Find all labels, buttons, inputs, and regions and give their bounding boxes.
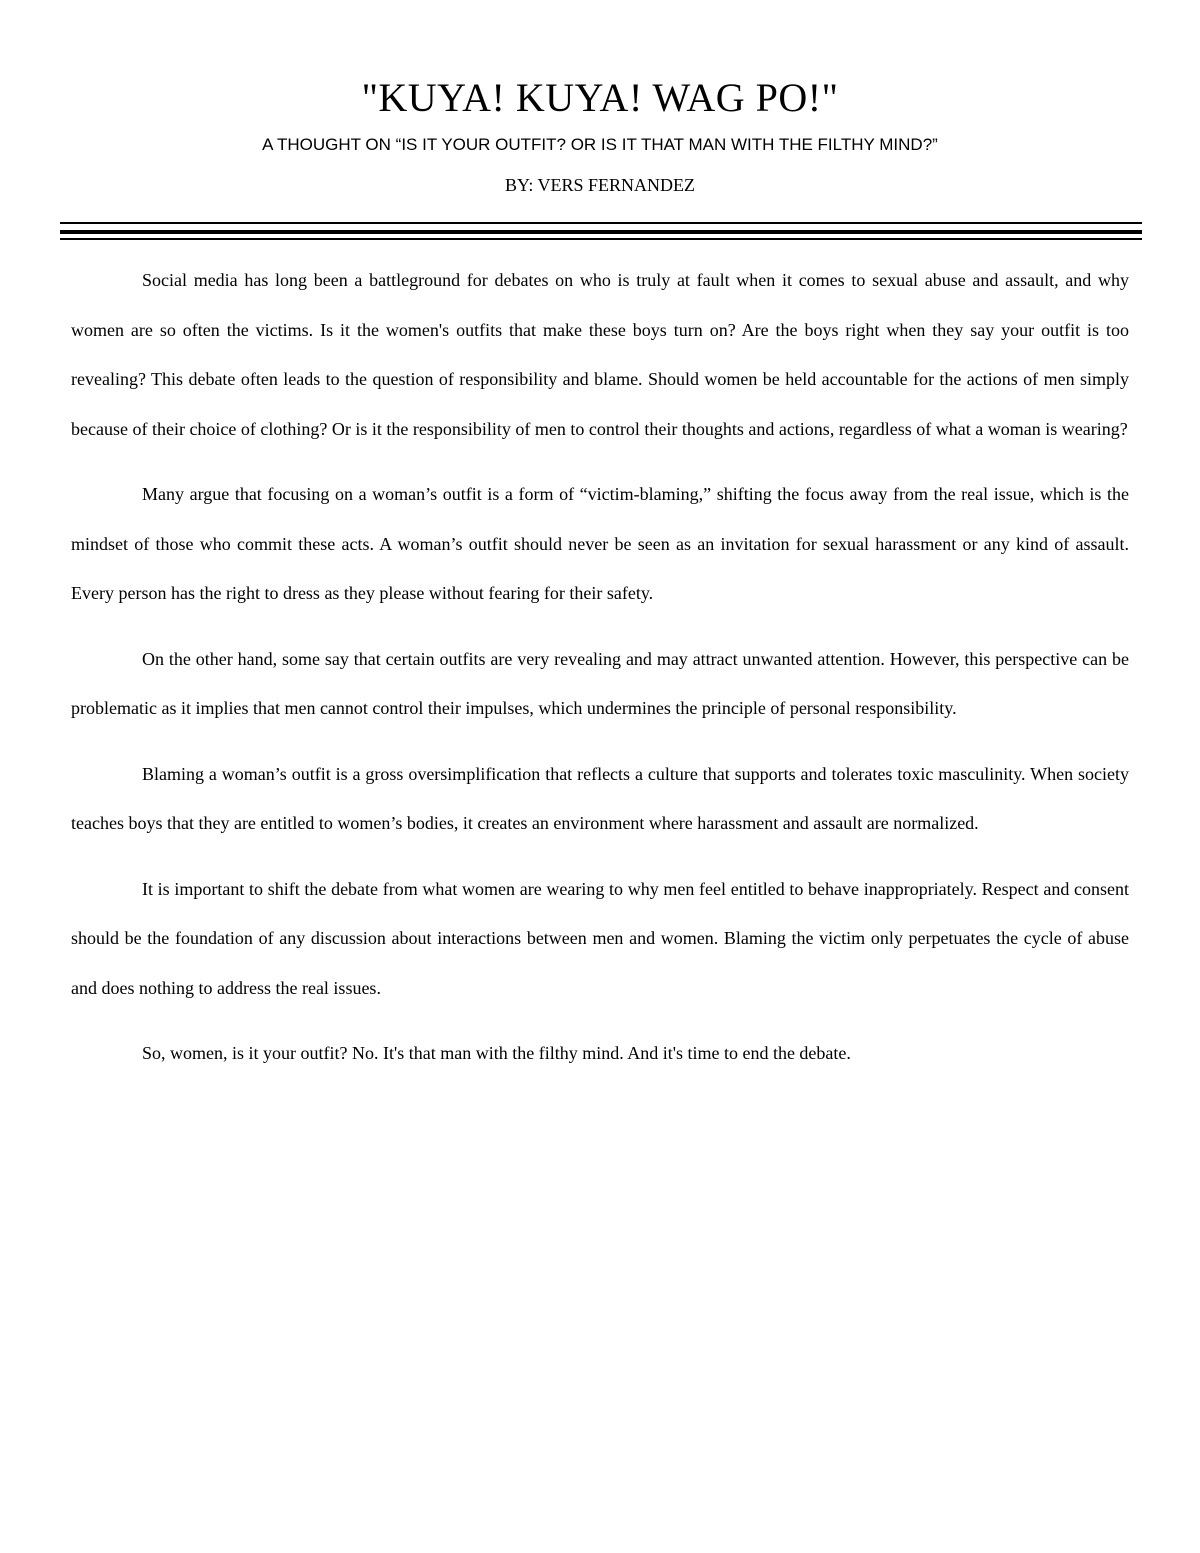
paragraph-3: On the other hand, some say that certain outfits are very revealing and may attract unwanted attention. However, this perspective can be problematic as it implies that men cannot control their impulses, which undermines the principle of personal responsibility.: [71, 648, 1129, 718]
title-divider: [60, 222, 1142, 242]
document-title: "KUYA! KUYA! WAG PO!": [361, 75, 839, 120]
divider-line-top: [60, 222, 1142, 224]
divider-line-bottom: [60, 238, 1142, 240]
paragraph-6: So, women, is it your outfit? No. It's that man with the filthy mind. And it's time to end the debate.: [142, 1043, 851, 1063]
author-byline: BY: VERS FERNANDEZ: [504, 175, 696, 195]
paragraph-2: Many argue that focusing on a woman’s outfit is a form of “victim-blaming,” shifting the focus away from the real issue, which is the mindset of those who commit these acts. A woman’s outfit should never be seen as an invitation for sexual harassment or any kind of assault. Every person has the right to dress as they please without fearing for their safety.: [71, 484, 1129, 603]
paragraph-1: Social media has long been a battleground for debates on who is truly at fault when it comes to sexual abuse and assault, and why women are so often the victims. Is it the women's outfits that make these boys turn on? Are the boys right when they say your outfit is too revealing? This debate often leads to the question of responsibility and blame. Should women be held accountable for the actions of men simply because of their choice of clothing? Or is it the responsibility of men to control their thoughts and actions, regardless of what a woman is wearing?: [71, 270, 1129, 439]
paragraph-4: Blaming a woman’s outfit is a gross oversimplification that reflects a culture that supports and tolerates toxic masculinity. When society teaches boys that they are entitled to women’s bodies, it creates an environment where harassment and assault are normalized.: [71, 763, 1129, 833]
paragraph-5: It is important to shift the debate from what women are wearing to why men feel entitled to behave inappropriately. Respect and consent should be the foundation of any discussion about interactions between men and women. Blaming the victim only perpetuates the cycle of abuse and does nothing to address the real issues.: [71, 878, 1129, 998]
article-body: [71, 256, 1129, 1095]
divider-line-middle: [60, 230, 1142, 234]
document-subtitle: A THOUGHT ON “IS IT YOUR OUTFIT? OR IS IT THAT MAN WITH THE FILTHY MIND?”: [262, 135, 938, 154]
